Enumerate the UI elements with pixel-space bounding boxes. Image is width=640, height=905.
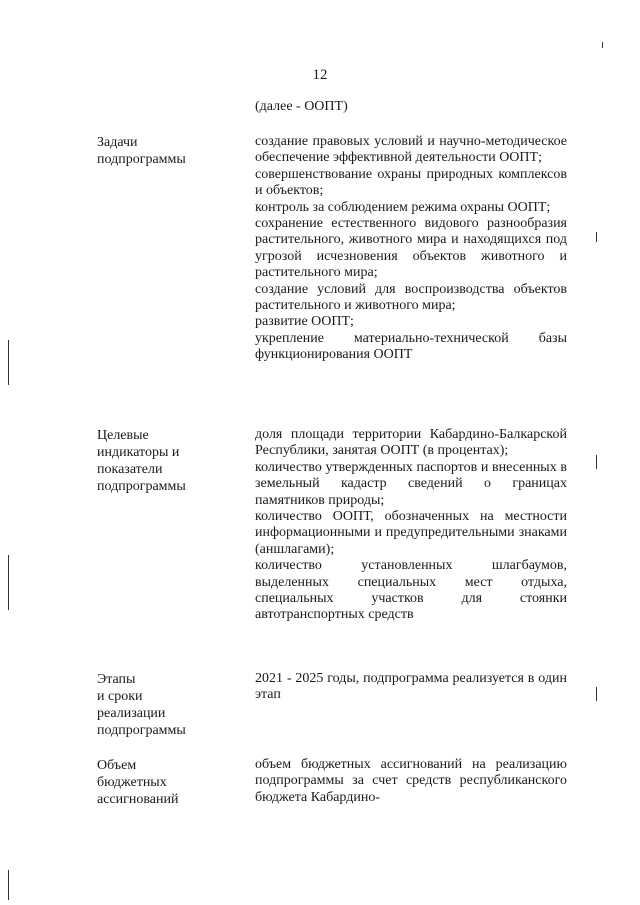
list-item: развитие ООПТ; (255, 314, 354, 330)
label-line: и сроки (97, 689, 143, 704)
scan-mark (8, 870, 9, 900)
scan-mark (596, 232, 597, 242)
section-indicators-content (255, 427, 567, 624)
section-objectives-content (255, 134, 567, 364)
scan-mark (8, 555, 9, 610)
scan-mark (596, 687, 597, 701)
list-item: контроль за соблюдением режима охраны ООПТ; (255, 199, 551, 215)
section-objectives-label (97, 134, 186, 168)
scan-mark (602, 42, 603, 48)
list-item: объем бюджетных ассигнований на реализацию подпрограммы за счет средств республиканского бюджета Кабардино- (255, 757, 567, 805)
list-item: доля площади территории Кабардино-Балкарской Республики, занятая ООПТ (в процентах); (255, 427, 567, 459)
section-budget-label (97, 757, 178, 808)
label-line: подпрограммы (97, 152, 186, 167)
section-indicators-label (97, 427, 186, 495)
label-line: индикаторы и (97, 445, 180, 460)
list-item: создание условий для воспроизводства объектов растительного и животного мира; (255, 281, 567, 314)
list-item: укрепление материально-технической базы функционирования ООПТ (255, 330, 567, 363)
list-item: количество ООПТ, обозначенных на местности информационными и предупредительными знаками (аншлагами); (255, 509, 567, 557)
list-item: количество установленных шлагбаумов, выделенных специальных мест отдыха, специальных участков для стоянки автотранспортных средств (255, 558, 567, 623)
label-line: ассигнований (97, 792, 179, 807)
list-item: 2021 - 2025 годы, подпрограмма реализуется в один этап (255, 671, 567, 703)
section-stages-content (255, 671, 567, 704)
list-item: количество утвержденных паспортов и внесенных в земельный кадастр сведений о границах памятников природы; (255, 459, 567, 508)
label-line: Целевые (97, 428, 149, 443)
list-item: сохранение естественного видового разнообразия растительного, животного мира и находящихся под угрозой исчезновения объектов животного и растительного мира; (255, 216, 567, 281)
section-stages-label (97, 671, 186, 739)
label-line: Задачи (97, 135, 138, 150)
scan-mark (8, 340, 9, 385)
list-item: совершенствование охраны природных комплексов и объектов; (255, 166, 567, 199)
label-line: подпрограммы (97, 479, 186, 494)
label-line: подпрограммы (97, 723, 186, 738)
label-line: Объем (97, 758, 137, 773)
scan-mark (596, 455, 597, 469)
label-line: бюджетных (97, 775, 167, 790)
section-budget-content (255, 757, 567, 806)
continuation-text: (далее - ООПТ) (255, 99, 348, 114)
page-number: 12 (312, 67, 328, 83)
label-line: показатели (97, 462, 163, 477)
label-line: реализации (97, 706, 166, 721)
label-line: Этапы (97, 672, 136, 687)
list-item: создание правовых условий и научно-методическое обеспечение эффективной деятельности ООПТ; (255, 134, 567, 166)
